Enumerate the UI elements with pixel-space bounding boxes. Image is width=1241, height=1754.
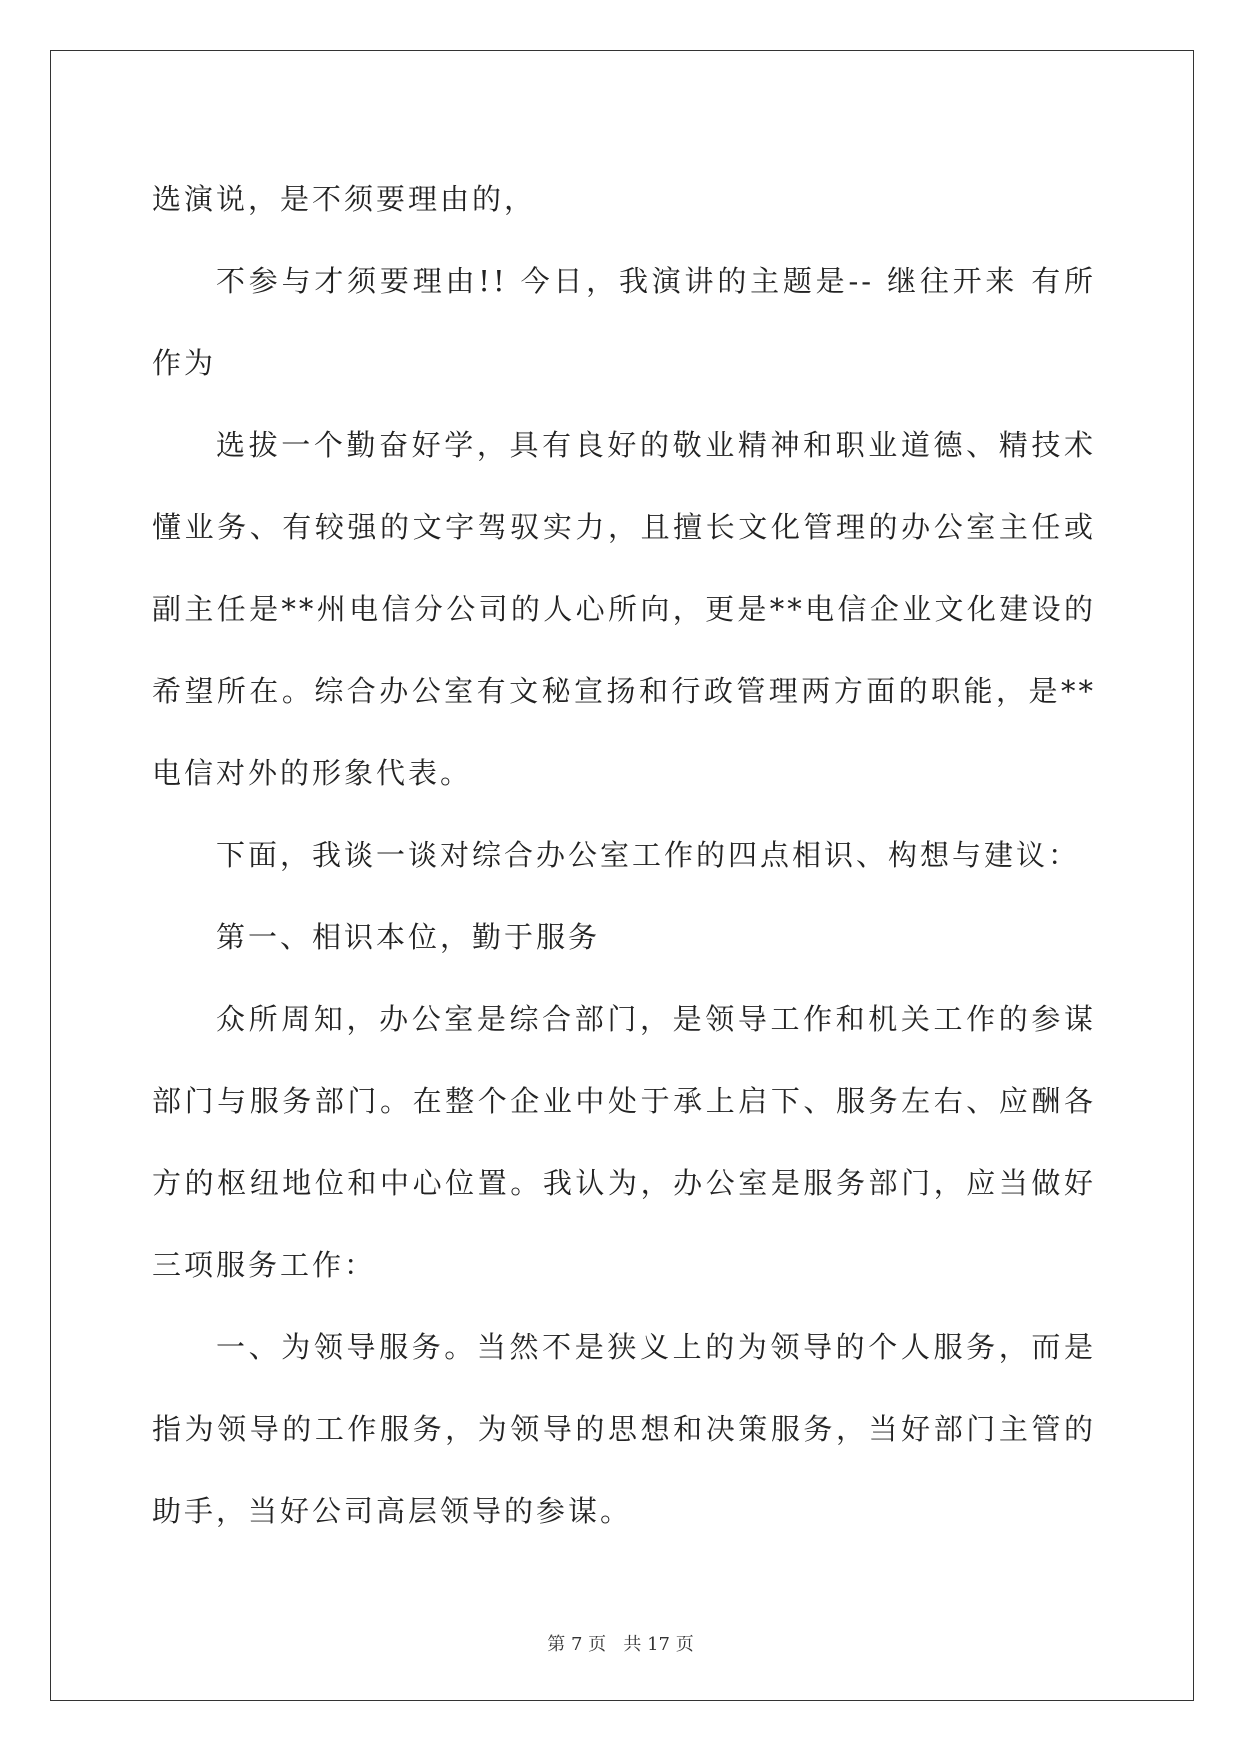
paragraph-1: 选演说，是不须要理由的，: [152, 182, 537, 216]
footer-separator: [606, 1634, 623, 1655]
total-pages: 共 17 页: [623, 1634, 694, 1655]
page-number: 第 7 页: [547, 1634, 607, 1655]
paragraph-3: 选拔一个勤奋好学，具有良好的敬业精神和职业道德、精技术懂业务、有较强的文字驾驭实力，且擅长文化管理的办公室主任或副主任是**州电信分公司的人心所向，更是**电信企业文化建设的希望所在。综合办公室有文秘宣扬和行政管理两方面的职能，是**电信对外的形象代表。: [152, 428, 1096, 790]
paragraph-5: 众所周知，办公室是综合部门，是领导工作和机关工作的参谋部门与服务部门。在整个企业中处于承上启下、服务左右、应酬各方的枢纽地位和中心位置。我认为，办公室是服务部门，应当做好三项服务工作：: [152, 1002, 1096, 1282]
document-body: [152, 158, 1096, 1552]
paragraph-4: 下面，我谈一谈对综合办公室工作的四点相识、构想与建议：: [216, 838, 1081, 872]
page-footer: [0, 1630, 1241, 1656]
paragraph-6: 一、为领导服务。当然不是狭义上的为领导的个人服务，而是指为领导的工作服务，为领导的思想和决策服务，当好部门主管的助手，当好公司高层领导的参谋。: [152, 1330, 1096, 1528]
paragraph-2: 不参与才须要理由!! 今日，我演讲的主题是-- 继往开来 有所作为: [152, 264, 1096, 380]
section-heading: 第一、相识本位，勤于服务: [216, 920, 601, 954]
